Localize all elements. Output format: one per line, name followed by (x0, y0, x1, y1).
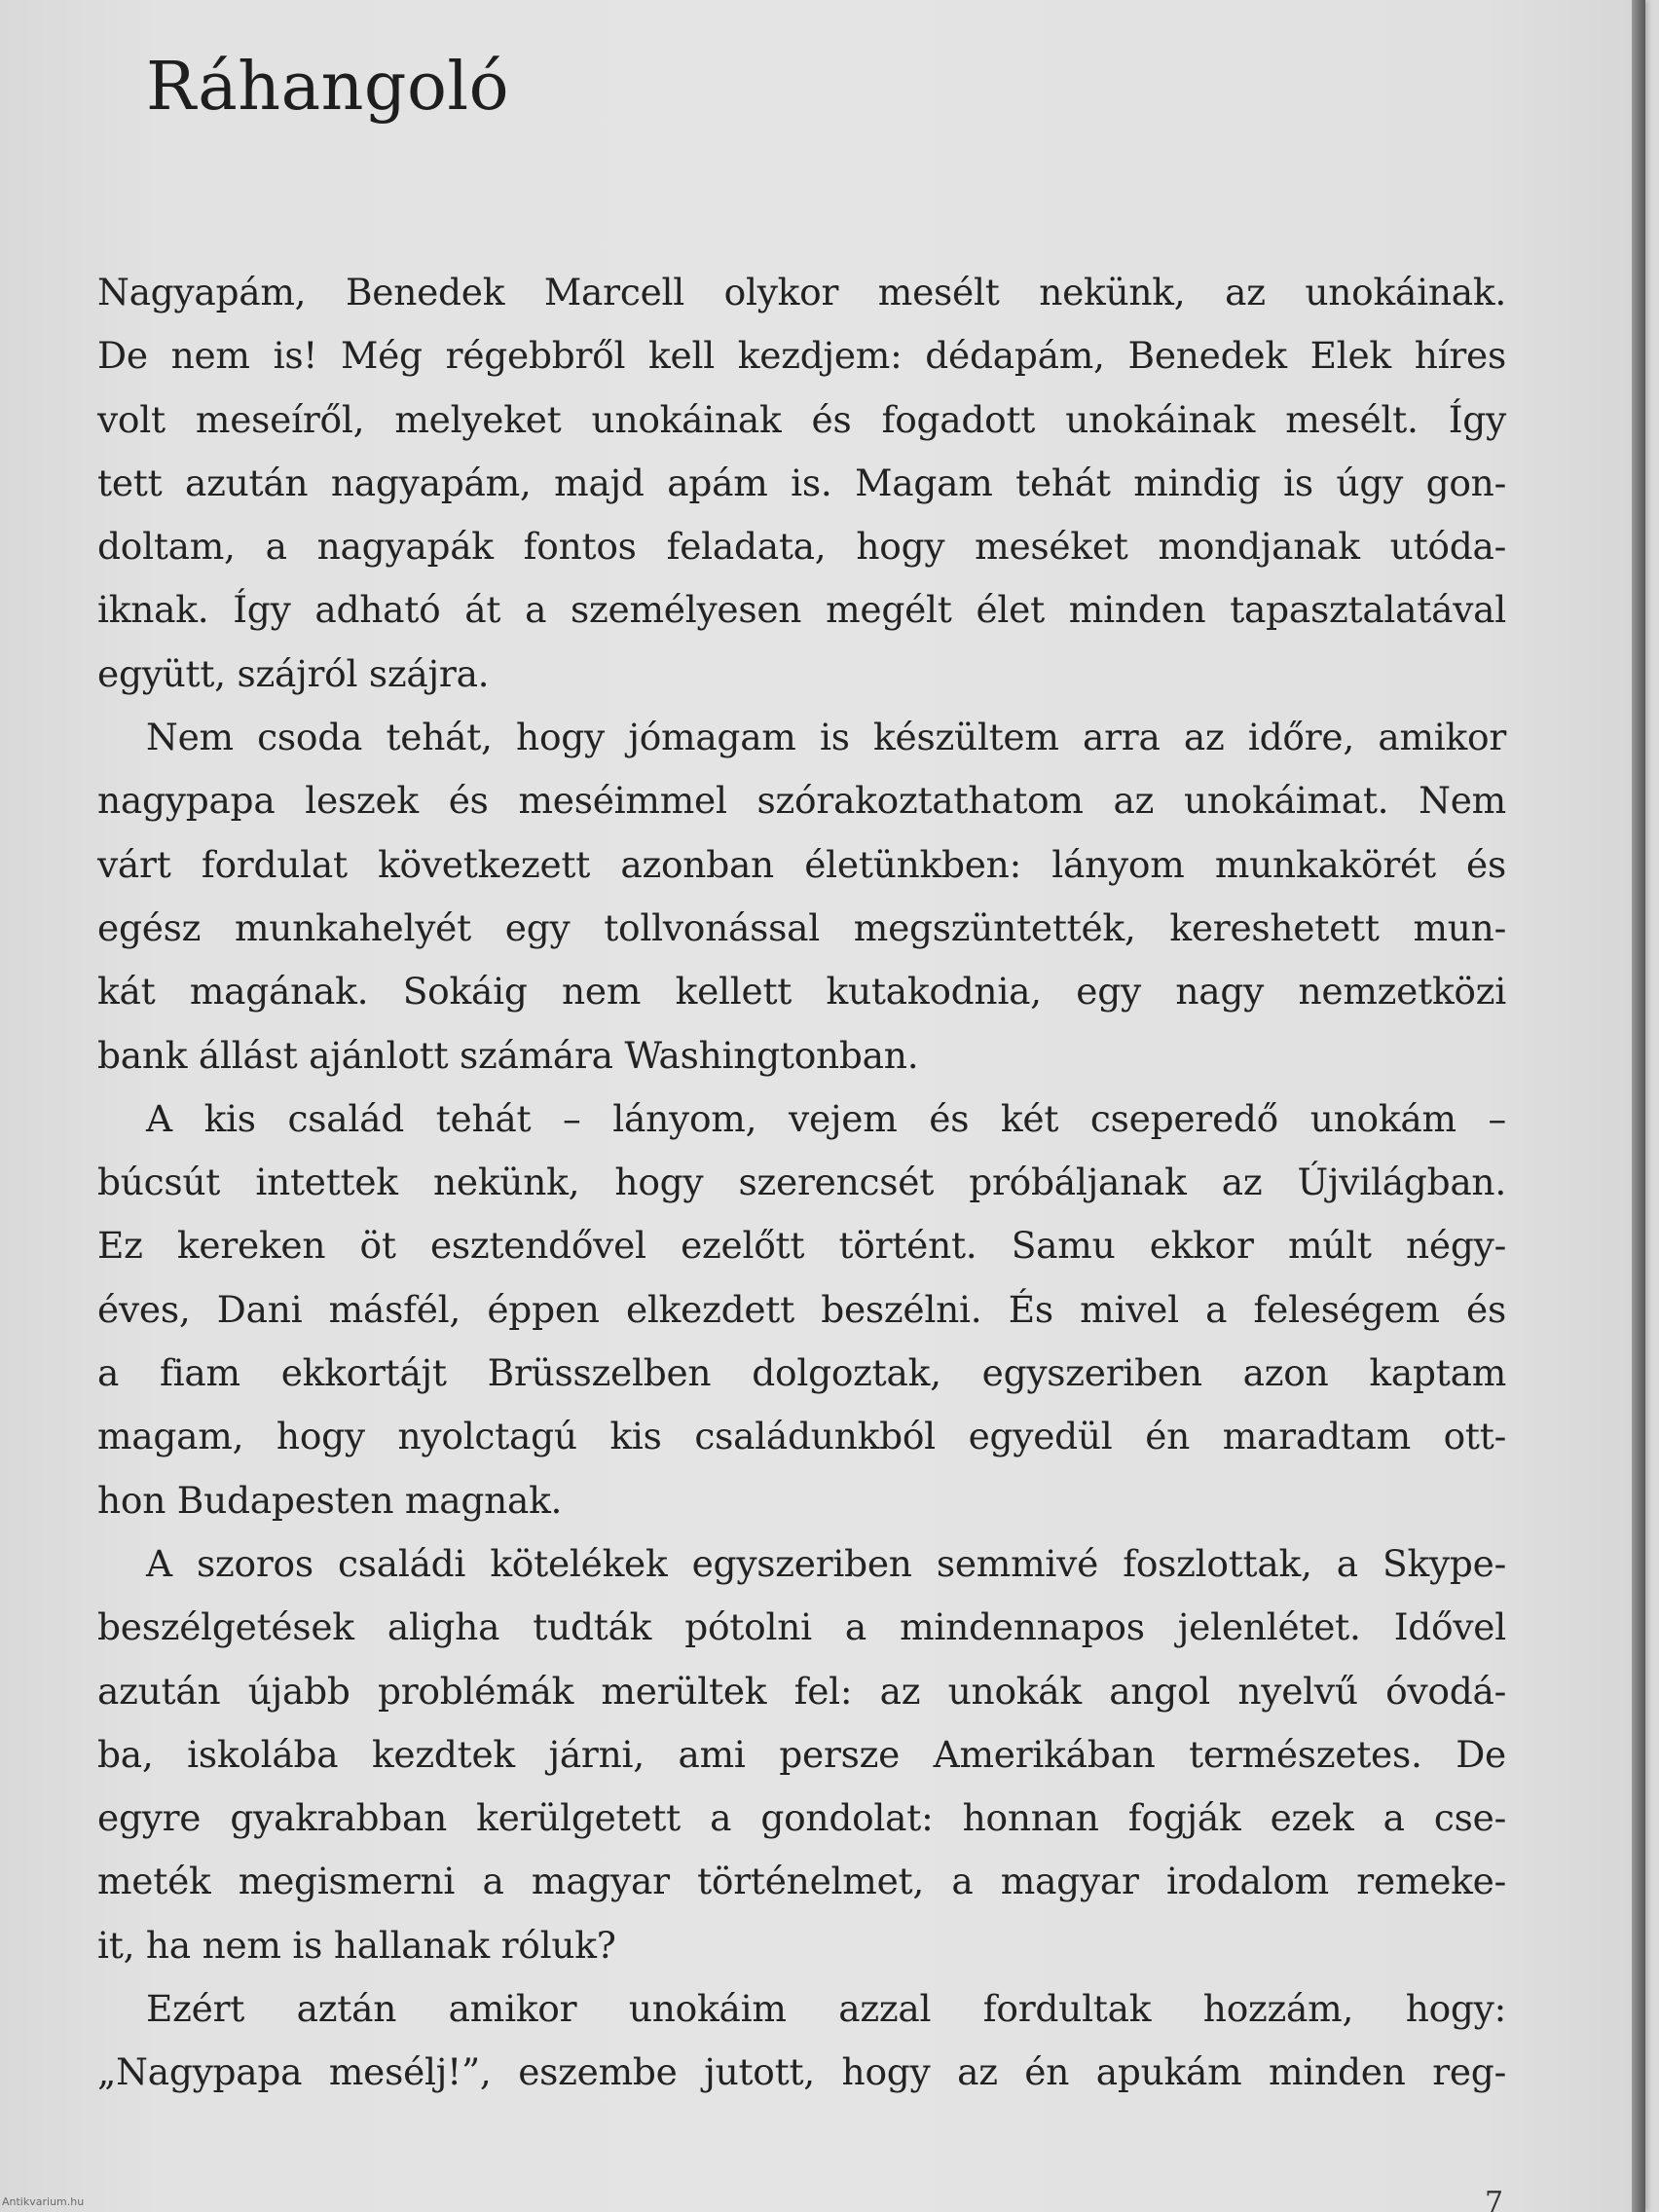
text-line: Ezért aztán amikor unokáim azzal fordultak hozzám, hogy: (146, 1987, 1506, 2031)
text-line: magam, hogy nyolctagú kis családunkból egyedül én maradtam ott- (97, 1415, 1506, 1458)
text-line: iknak. Így adható át a személyesen megélt élet minden tapasztalatával (97, 588, 1506, 632)
text-line: beszélgetések aligha tudták pótolni a mindennapos jelenlétet. Idővel (97, 1605, 1506, 1649)
text-line: meték megismerni a magyar történelmet, a magyar irodalom remeke- (97, 1860, 1506, 1903)
text-line: A szoros családi kötelékek egyszeriben semmivé foszlottak, a Skype- (146, 1541, 1506, 1585)
text-line: tett azután nagyapám, majd apám is. Magam tehát mindig is úgy gon- (97, 461, 1506, 504)
body-text (97, 261, 1506, 2105)
text-line: egész munkahelyét egy tollvonással megszüntették, kereshetett mun- (97, 905, 1506, 949)
text-line: várt fordulat következett azonban életünkben: lányom munkakörét és (97, 842, 1506, 886)
text-line: doltam, a nagyapák fontos feladata, hogy meséket mondjanak utóda- (97, 525, 1506, 569)
text-line: volt meseíről, melyeket unokáinak és fogadott unokáinak mesélt. Így (97, 397, 1506, 441)
text-line: nagypapa leszek és meséimmel szórakoztathatom az unokáimat. Nem (97, 779, 1506, 823)
text-line: azután újabb problémák merültek fel: az unokák angol nyelvű óvodá- (97, 1669, 1506, 1713)
text-line: „Nagypapa mesélj!”, eszembe jutott, hogy az én apukám minden reg- (97, 2050, 1506, 2094)
text-line: bank állást ajánlott számára Washingtonban. (97, 1033, 919, 1077)
text-line: búcsút intettek nekünk, hogy szerencsét próbáljanak az Újvilágban. (97, 1161, 1506, 1204)
text-line: it, ha nem is hallanak róluk? (97, 1923, 616, 1967)
text-line: éves, Dani másfél, éppen elkezdett beszélni. És mivel a feleségem és (97, 1287, 1506, 1331)
text-line: De nem is! Még régebbről kell kezdjem: dédapám, Benedek Elek híres (97, 334, 1506, 378)
text-line: Nem csoda tehát, hogy jómagam is készültem arra az időre, amikor (146, 716, 1506, 759)
text-line: Ez kereken öt esztendővel ezelőtt történt. Samu ekkor múlt négy- (97, 1224, 1506, 1268)
text-line: egyre gyakrabban kerülgetett a gondolat: honnan fogják ezek a cse- (97, 1796, 1506, 1840)
page-number: 7 (1485, 2186, 1504, 2212)
text-line: A kis család tehát – lányom, vejem és két cseperedő unokám – (146, 1096, 1506, 1140)
text-line: kát magának. Sokáig nem kellett kutakodnia, egy nagy nemzetközi (97, 970, 1506, 1014)
text-line: ba, iskolába kezdtek járni, ami persze Amerikában természetes. De (97, 1732, 1506, 1776)
page-edge (1632, 0, 1645, 2212)
text-line: hon Budapesten magnak. (97, 1478, 563, 1522)
text-line: a fiam ekkortájt Brüsszelben dolgoztak, egyszeriben azon kaptam (97, 1351, 1506, 1395)
chapter-title: Ráhangoló (146, 49, 510, 126)
watermark: Antikvarium.hu (2, 2195, 85, 2208)
text-line: együtt, szájról szájra. (97, 651, 490, 695)
text-line: Nagyapám, Benedek Marcell olykor mesélt nekünk, az unokáinak. (97, 271, 1506, 313)
